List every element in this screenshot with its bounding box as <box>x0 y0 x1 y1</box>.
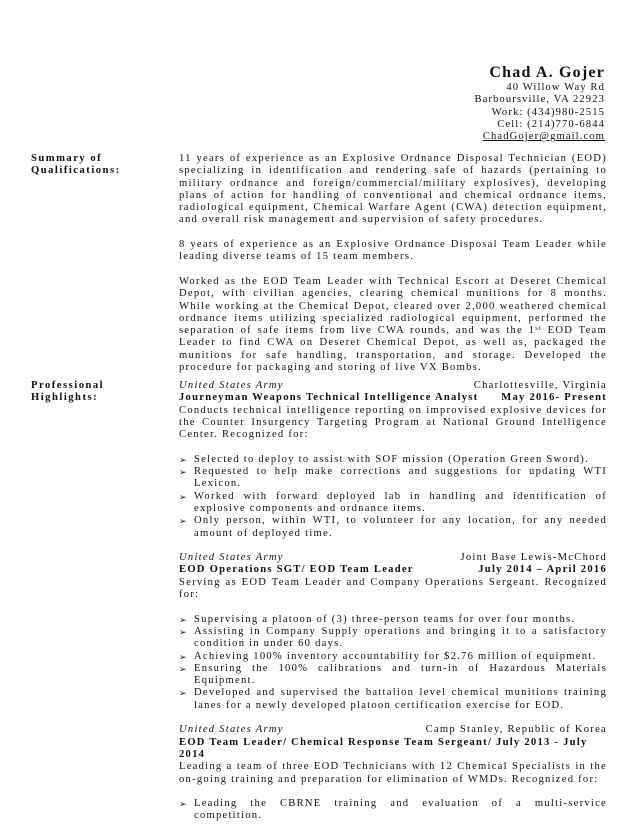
arrowhead-bullet-icon: ➢ <box>179 454 188 465</box>
professional-label <box>31 380 104 405</box>
job-accomplishments <box>179 614 607 712</box>
job-organization: United States Army <box>179 380 284 391</box>
job-title-row <box>179 737 607 762</box>
summary-label-line1: Summary of <box>31 153 103 164</box>
job-header <box>179 552 607 564</box>
job-organization: United States Army <box>179 724 284 736</box>
list-item <box>179 515 607 540</box>
contact-header <box>474 63 605 143</box>
list-item <box>179 614 607 626</box>
arrowhead-bullet-icon: ➢ <box>179 688 188 699</box>
address-line-2: Barboursville, VA 22923 <box>474 94 605 106</box>
job-dates: July 2014 – April 2016 <box>478 564 607 576</box>
job-accomplishments <box>179 798 607 823</box>
list-item <box>179 798 607 823</box>
job-location: Joint Base Lewis-McChord <box>460 552 607 564</box>
professional-section <box>179 380 607 823</box>
job-header <box>179 380 607 392</box>
job-location: Charlottesville, Virginia <box>473 380 607 391</box>
job-description: Leading a team of three EOD Technicians with 12 Chemical Specialists in the on-going training and preparation for elimination of WMDs. Recognized for: <box>179 761 607 785</box>
bullet-text: Worked with forward deployed lab in handling and identification of explosive components and ordnance items. <box>194 490 607 514</box>
candidate-name: Chad A. Gojer <box>489 64 605 81</box>
summary-paragraph-3-part2: EOD Team Leader to find CWA on Deseret Chemical Depot, as well as, packaged the munitions for safe handling, transportation, and storage. Developed the procedure for packaging and storing of live VX Bombs. <box>179 325 607 374</box>
job-title-row <box>179 392 607 404</box>
arrowhead-bullet-icon: ➢ <box>179 614 188 625</box>
bullet-text: Developed and supervised the battalion level chemical munitions training lanes for a newly developed platoon certification exercise for EOD. <box>194 687 607 711</box>
arrowhead-bullet-icon: ➢ <box>179 651 188 662</box>
professional-label-line1: Professional <box>31 380 105 391</box>
bullet-text: Selected to deploy to assist with SOF mission (Operation Green Sword). <box>194 453 589 465</box>
job-title-row <box>179 564 607 576</box>
summary-label <box>31 153 121 178</box>
summary-label-line2: Qualifications: <box>31 165 121 177</box>
bullet-text: Assisting in Company Supply operations and bringing it to a satisfactory condition in under 60 days. <box>194 625 607 650</box>
bullet-text: Leading the CBRNE training and evaluation of a multi-service competition. <box>194 798 607 822</box>
arrowhead-bullet-icon: ➢ <box>179 663 188 674</box>
job-description: Conducts technical intelligence reporting on improvised explosive devices for the Counter Insurgency Targeting Program at National Ground Intelligence Center. Recognized for: <box>179 404 607 441</box>
summary-section <box>179 153 607 374</box>
summary-paragraph-3-part1: Worked as the EOD Team Leader with Technical Escort at Deseret Chemical Depot, with civilian agencies, clearing chemical munitions for 8 months. While working at the Chemical Depot, cleared over 2,000 weathered chemical ordnance items utilizing specialized radiological equipment, performed the separation of safe items from live CWA rounds, and was the 1 <box>179 275 607 337</box>
professional-label-line2: Highlights: <box>31 392 99 404</box>
arrowhead-bullet-icon: ➢ <box>179 491 188 502</box>
bullet-text: Ensuring the 100% calibrations and turn-in of Hazardous Materials Equipment. <box>194 662 607 687</box>
job-location: Camp Stanley, Republic of Korea <box>425 724 607 736</box>
list-item <box>179 687 607 712</box>
job-title: EOD Operations SGT/ EOD Team Leader <box>179 564 414 576</box>
job-header <box>179 724 607 736</box>
job-entry <box>179 380 607 540</box>
bullet-text: Only person, within WTI, to volunteer for any location, for any needed amount of deployed time. <box>194 515 607 539</box>
arrowhead-bullet-icon: ➢ <box>179 626 188 637</box>
job-organization: United States Army <box>179 552 284 564</box>
summary-paragraph-1: 11 years of experience as an Explosive Ordnance Disposal Technician (EOD) specializing in identification and rendering safe of hazards (pertaining to military ordnance and foreign/commercial/military explosives), developing plans of action for handling of conventional and chemical ordnance items, radiological equipment, Chemical Warfare Agent (CWA) detection equipment, and overall risk management and supervision of safety procedures. <box>179 153 607 226</box>
bullet-text: Requested to help make corrections and suggestions for updating WTI Lexicon. <box>194 466 607 490</box>
job-accomplishments <box>179 454 607 540</box>
arrowhead-bullet-icon: ➢ <box>179 516 188 527</box>
cell-phone: Cell: (214)770-6844 <box>497 118 605 130</box>
job-description: Serving as EOD Team Leader and Company Operations Sergeant. Recognized for: <box>179 576 607 601</box>
job-title: Journeyman Weapons Technical Intelligence Analyst <box>179 392 479 404</box>
ordinal-suffix: st <box>535 325 543 333</box>
work-phone: Work: (434)980-2515 <box>491 106 605 118</box>
job-entry <box>179 552 607 712</box>
address-line-1: 40 Willow Way Rd <box>506 82 605 93</box>
arrowhead-bullet-icon: ➢ <box>179 467 188 478</box>
job-entry <box>179 724 607 822</box>
list-item <box>179 626 607 651</box>
summary-paragraph-2: 8 years of experience as an Explosive Ordnance Disposal Team Leader while leading diverse teams of 15 team members. <box>179 239 607 263</box>
job-dates: May 2016- Present <box>501 392 607 404</box>
list-item <box>179 663 607 688</box>
list-item <box>179 454 607 466</box>
list-item <box>179 651 607 663</box>
summary-paragraph-3 <box>179 276 607 374</box>
arrowhead-bullet-icon: ➢ <box>179 799 188 810</box>
job-title: EOD Team Leader/ Chemical Response Team Sergeant/ July 2013 - July 2014 <box>179 736 588 760</box>
list-item <box>179 491 607 516</box>
bullet-text: Achieving 100% inventory accountability for $2.76 million of equipment. <box>194 650 597 662</box>
email-link[interactable]: ChadGojer@gmail.com <box>482 131 605 143</box>
bullet-text: Supervising a platoon of (3) three-person teams for over four months. <box>194 613 576 625</box>
list-item <box>179 466 607 491</box>
